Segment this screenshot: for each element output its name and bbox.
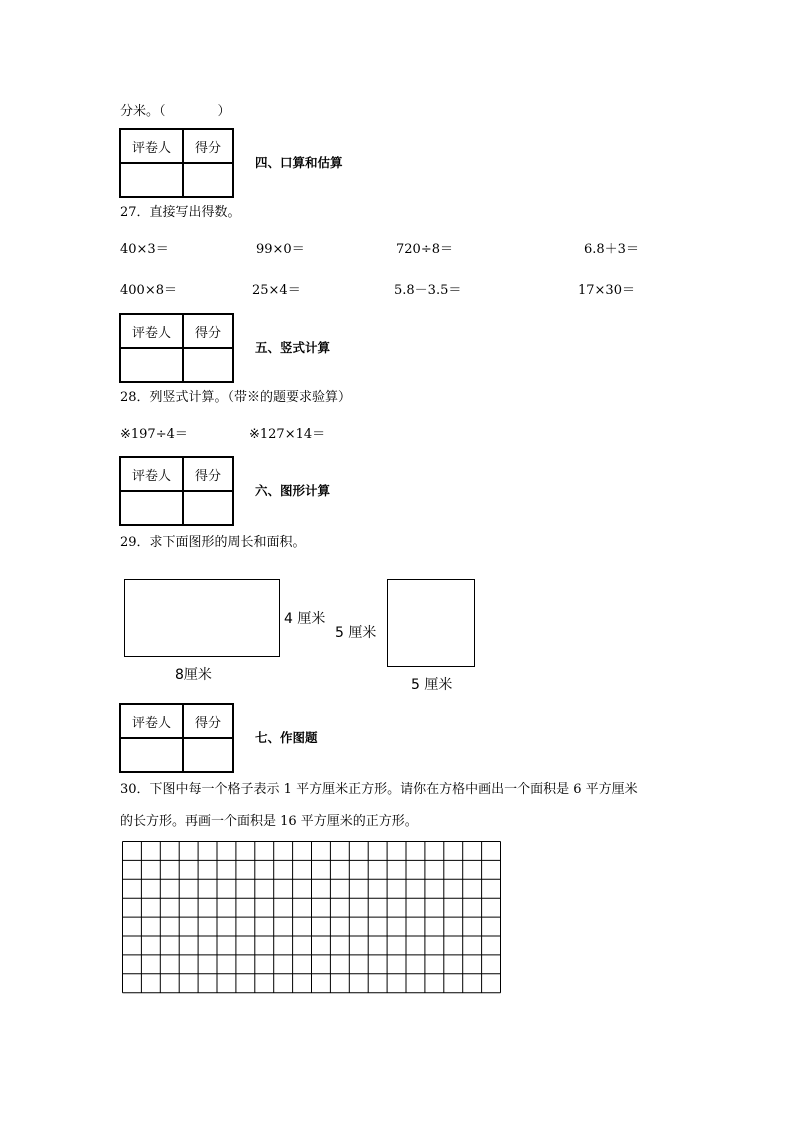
score-table-section-4 <box>119 128 234 198</box>
q30-line-2: 的长方形。再画一个面积是 16 平方厘米的正方形。 <box>120 814 418 829</box>
grader-label: 评卷人 <box>120 129 183 163</box>
score-label: 得分 <box>183 457 233 491</box>
square-figure <box>387 579 475 667</box>
grader-cell[interactable] <box>120 491 183 525</box>
q27-item: 17×30＝ <box>578 283 635 298</box>
grader-cell[interactable] <box>120 348 183 382</box>
score-cell[interactable] <box>183 348 233 382</box>
score-label: 得分 <box>183 704 233 738</box>
grader-label: 评卷人 <box>120 314 183 348</box>
q27-item: 25×4＝ <box>252 283 301 298</box>
score-cell[interactable] <box>183 738 233 772</box>
grader-cell[interactable] <box>120 738 183 772</box>
drawing-grid[interactable] <box>122 841 503 995</box>
q27-item: 99×0＝ <box>256 242 305 257</box>
continued-answer-line: 分米。（ ） <box>120 104 231 119</box>
q28-prompt: 28．列竖式计算。（带※的题要求验算） <box>120 390 352 405</box>
score-label: 得分 <box>183 314 233 348</box>
square-side-label: 5 厘米 <box>335 625 377 641</box>
q27-item: 5.8－3.5＝ <box>394 283 462 298</box>
q28-item: ※127×14＝ <box>249 427 326 442</box>
grader-label: 评卷人 <box>120 457 183 491</box>
score-table-section-7 <box>119 703 234 773</box>
rectangle-width-label: 8厘米 <box>175 667 212 683</box>
rectangle-height-label: 4 厘米 <box>284 611 326 627</box>
section-title-4: 四、口算和估算 <box>255 155 343 170</box>
q27-item: 720÷8＝ <box>396 242 453 257</box>
grader-label: 评卷人 <box>120 704 183 738</box>
q30-line-1: 30．下图中每一个格子表示 1 平方厘米正方形。请你在方格中画出一个面积是 6 平方厘米 <box>120 782 638 797</box>
section-title-7: 七、作图题 <box>255 730 318 745</box>
score-cell[interactable] <box>183 491 233 525</box>
score-cell[interactable] <box>183 163 233 197</box>
q27-item: 400×8＝ <box>120 283 177 298</box>
score-table-section-5 <box>119 313 234 383</box>
rectangle-figure <box>124 579 280 657</box>
q27-item: 40×3＝ <box>120 242 169 257</box>
section-title-5: 五、竖式计算 <box>255 340 331 355</box>
grader-cell[interactable] <box>120 163 183 197</box>
section-title-6: 六、图形计算 <box>255 483 331 498</box>
score-label: 得分 <box>183 129 233 163</box>
score-table-section-6 <box>119 456 234 526</box>
q27-prompt: 27．直接写出得数。 <box>120 205 241 220</box>
q27-item: 6.8＋3＝ <box>584 242 639 257</box>
q29-prompt: 29．求下面图形的周长和面积。 <box>120 535 306 550</box>
q28-item: ※197÷4＝ <box>120 427 188 442</box>
square-bottom-label: 5 厘米 <box>411 677 453 693</box>
